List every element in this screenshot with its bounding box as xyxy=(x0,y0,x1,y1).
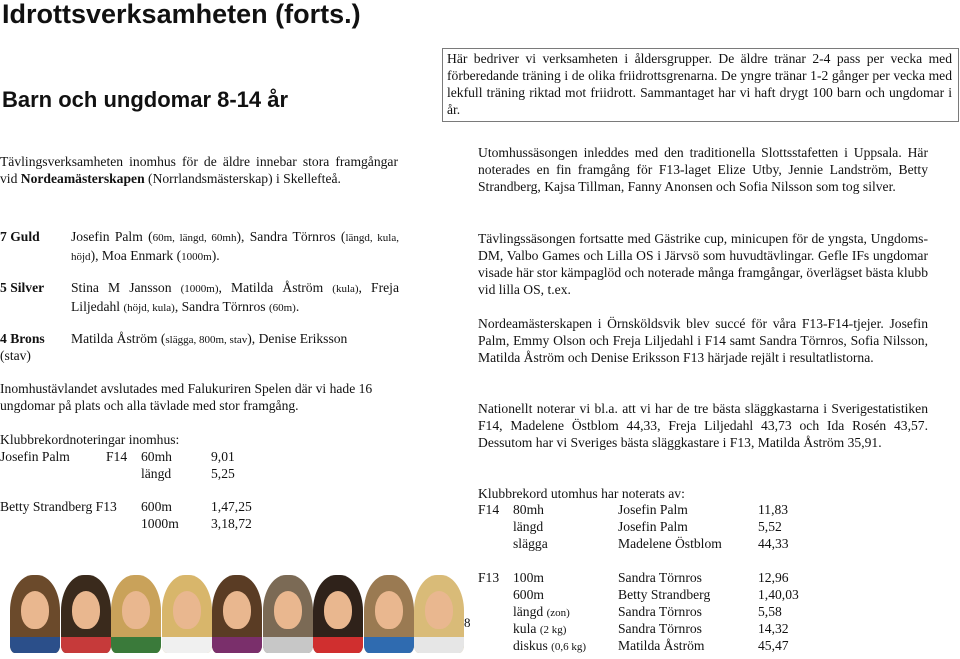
outdoor-record-class: F14 xyxy=(478,502,500,517)
outdoor-record-athlete: Sandra Törnros xyxy=(618,570,702,585)
medal-text-part: ), Sandra Törnros ( xyxy=(236,229,346,244)
portrait-photo xyxy=(61,575,111,653)
portrait-shirt xyxy=(313,637,363,653)
outdoor-record-event-note: (2 kg) xyxy=(539,624,567,636)
portrait-photo xyxy=(212,575,262,653)
medal-text-part: 1000m xyxy=(181,251,212,263)
portrait-strip xyxy=(10,575,462,655)
outdoor-record-athlete: Josefin Palm xyxy=(618,519,688,534)
portrait-shirt xyxy=(10,637,60,653)
portrait-shirt xyxy=(263,637,313,653)
outdoor-record-result: 45,47 xyxy=(758,638,789,653)
medal-text xyxy=(71,228,399,266)
outdoor-record-event: slägga xyxy=(513,536,548,551)
medal-text-part: 60m, längd, 60mh xyxy=(152,232,237,244)
indoor-record-result: 3,18,72 xyxy=(211,516,252,531)
outdoor-record-event: diskus (0,6 kg) xyxy=(513,638,586,653)
medal-text-part: (höjd, kula) xyxy=(123,302,175,314)
section-subtitle: Barn och ungdomar 8-14 år xyxy=(2,87,289,112)
portrait-photo xyxy=(313,575,363,653)
indoor-record-event: 1000m xyxy=(141,516,179,531)
outdoor-record-athlete: Madelene Östblom xyxy=(618,536,722,551)
outdoor-record-result: 1,40,03 xyxy=(758,587,799,602)
outdoor-record-athlete: Sandra Törnros xyxy=(618,621,702,636)
outdoor-record-result: 11,83 xyxy=(758,502,789,517)
portrait-face xyxy=(274,591,302,629)
medal-text-part: , Matilda Åström xyxy=(218,280,333,295)
outdoor-record-result: 14,32 xyxy=(758,621,789,636)
medal-text-part: ). xyxy=(211,248,220,263)
outdoor-record-athlete: Sandra Törnros xyxy=(618,604,702,619)
indoor-record-class: F14 xyxy=(106,449,128,464)
indoor-records-table xyxy=(0,448,420,538)
outdoor-record-event-note: (zon) xyxy=(546,607,570,619)
outdoor-record-event: kula (2 kg) xyxy=(513,621,567,636)
medal-text-part: , Sandra Törnros xyxy=(174,299,269,314)
medal-text-part: ), Moa Enmark ( xyxy=(90,248,182,263)
portrait-photo xyxy=(263,575,313,653)
portrait-face xyxy=(72,591,100,629)
portrait-photo xyxy=(162,575,212,653)
indoor-intro-pre: Tävlingsverksamheten inomhus för de äldre innebar stora framgångar vid xyxy=(0,154,398,186)
medal-text-part: Stina M Jansson xyxy=(71,280,181,295)
portrait-face xyxy=(375,591,403,629)
portrait-face xyxy=(122,591,150,629)
outdoor-season-paragraph: Utomhussäsongen inleddes med den traditionella Slottsstafetten i Uppsala. Här noterades en fin framgång för F13-laget Elize Utby, Jennie Landström, Betty Strandberg, Kajsa Tillman, Fanny Anonsen och Sofia Nilsson som tog silver. xyxy=(478,145,928,194)
medal-text-part: Matilda Åström ( xyxy=(71,331,166,346)
portrait-face xyxy=(223,591,251,629)
nordea-championship-paragraph: Nordeamästerskapen i Örnsköldsvik blev succé för våra F13-F14-tjejer. Josefin Palm, Emmy Olson och Freja Liljedahl i F14 samt Sandra Törnros, Sofia Nilsson, Matilda Åström och Denise Eriksson F13 härjade rejält i resultatlistorna. xyxy=(478,316,928,365)
portrait-shirt xyxy=(364,637,414,653)
outdoor-record-result: 5,58 xyxy=(758,604,782,619)
medal-label-extra: (stav) xyxy=(0,348,31,363)
indoor-final-paragraph: Inomhustävlandet avslutades med Falukuriren Spelen där vi hade 16 ungdomar på plats och alla tävlade med stor framgång. xyxy=(0,381,373,413)
medal-text-part: Josefin Palm ( xyxy=(71,229,153,244)
outdoor-records-table xyxy=(478,501,818,656)
outdoor-record-event: längd (zon) xyxy=(513,604,570,619)
portrait-face xyxy=(324,591,352,629)
page-title: Idrottsverksamheten (forts.) xyxy=(2,0,361,29)
portrait-photo xyxy=(414,575,464,653)
medal-text xyxy=(71,330,399,349)
medal-text-part: (1000m) xyxy=(180,283,219,295)
medal-text-part: längd, kula, höjd xyxy=(71,232,399,263)
indoor-record-event: 60mh xyxy=(141,449,172,464)
outdoor-record-athlete: Matilda Åström xyxy=(618,638,705,653)
portrait-shirt xyxy=(61,637,111,653)
portrait-photo xyxy=(364,575,414,653)
indoor-record-name: Betty Strandberg F13 xyxy=(0,499,117,514)
outdoor-record-event: 600m xyxy=(513,587,544,602)
indoor-record-result: 9,01 xyxy=(211,449,235,464)
outdoor-record-athlete: Betty Strandberg xyxy=(618,587,711,602)
outdoor-record-event-note: (0,6 kg) xyxy=(551,641,586,653)
indoor-intro-post: (Norrlandsmästerskap) i Skellefteå. xyxy=(144,171,341,186)
page-number: 8 xyxy=(464,615,471,630)
indoor-record-event: 600m xyxy=(141,499,172,514)
medal-text-part: slägga, 800m, stav xyxy=(165,334,248,346)
indoor-record-result: 5,25 xyxy=(211,466,235,481)
medal-text xyxy=(71,279,399,317)
outdoor-records-heading: Klubbrekord utomhus har noterats av: xyxy=(478,486,685,501)
medal-text-part: (60m) xyxy=(268,302,296,314)
outdoor-record-event: längd xyxy=(513,519,544,534)
portrait-shirt xyxy=(212,637,262,653)
indoor-record-result: 1,47,25 xyxy=(211,499,252,514)
intro-box xyxy=(442,48,959,122)
competition-season-paragraph: Tävlingssäsongen fortsatte med Gästrike cup, minicupen för de yngsta, Ungdoms-DM, Valbo Games och Lilla OS i Järvsö som huvudtävlingar. Gefle IFs ungdomar visade här stor kämpaglöd och noterade många framgångar, överlägset bästa klubb vid lilla OS, t.ex. xyxy=(478,231,928,297)
outdoor-record-athlete: Josefin Palm xyxy=(618,502,688,517)
portrait-face xyxy=(21,591,49,629)
portrait-face xyxy=(173,591,201,629)
medal-label: 7 Guld xyxy=(0,229,40,244)
medal-text-part: , Freja Liljedahl xyxy=(71,280,399,314)
indoor-records-heading: Klubbrekordnoteringar inomhus: xyxy=(0,432,180,447)
indoor-record-name: Josefin Palm xyxy=(0,449,70,464)
medal-text-part: ), Denise Eriksson xyxy=(247,331,348,346)
outdoor-record-result: 5,52 xyxy=(758,519,782,534)
portrait-photo xyxy=(111,575,161,653)
indoor-intro-bold: Nordeamästerskapen xyxy=(20,171,145,186)
outdoor-record-event: 80mh xyxy=(513,502,544,517)
medal-text-part: . xyxy=(295,299,300,314)
portrait-photo xyxy=(10,575,60,653)
indoor-intro xyxy=(0,153,398,187)
intro-box-text: Här bedriver vi verksamheten i åldersgrupper. De äldre tränar 2-4 pass per vecka med förberedande träning i de olika friidrottsgrenarna. De yngre tränar 1-2 gånger per vecka med lekfull träning riktad mot friidrott. Sammantaget har vi haft drygt 100 barn och ungdomar i år. xyxy=(447,51,952,117)
portrait-shirt xyxy=(414,637,464,653)
medal-text-part: (kula) xyxy=(332,283,359,295)
outdoor-record-result: 12,96 xyxy=(758,570,789,585)
outdoor-record-result: 44,33 xyxy=(758,536,789,551)
outdoor-record-class: F13 xyxy=(478,570,500,585)
indoor-record-event: längd xyxy=(141,466,172,481)
outdoor-record-event: 100m xyxy=(513,570,544,585)
national-statistics-paragraph: Nationellt noterar vi bl.a. att vi har de tre bästa släggkastarna i Sverigestatistiken F14, Madelene Östblom 44,33, Freja Liljedahl 43,73 och Ida Rosén 43,57. Dessutom har vi Sveriges bästa släggkastare i F13, Matilda Åström 35,91. xyxy=(478,401,928,450)
portrait-face xyxy=(425,591,453,629)
portrait-shirt xyxy=(162,637,212,653)
medal-label xyxy=(0,330,70,364)
medal-label-main: 4 Brons xyxy=(0,331,45,346)
portrait-shirt xyxy=(111,637,161,653)
medal-label: 5 Silver xyxy=(0,280,45,295)
